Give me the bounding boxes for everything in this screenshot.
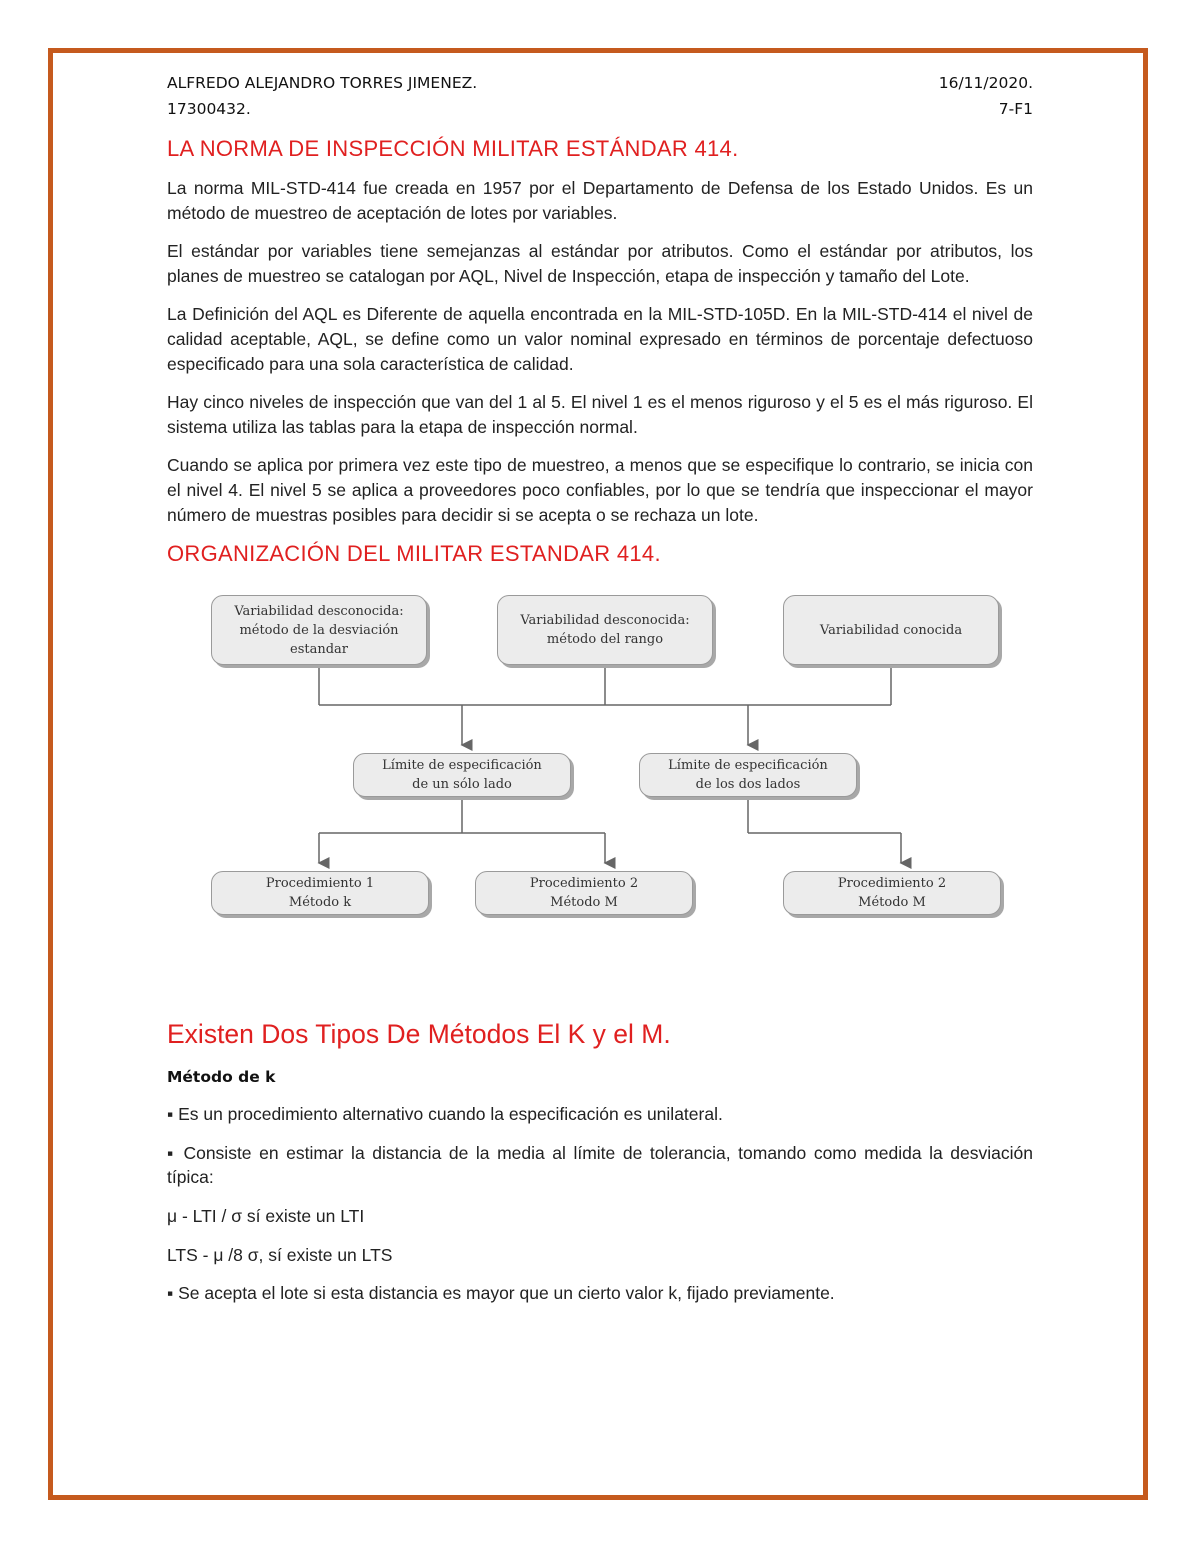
organization-diagram [167, 595, 1033, 955]
method-k-subtitle: Método de k [167, 1068, 276, 1087]
formula-lts: LTS - μ /8 σ, sí existe un LTS [167, 1244, 393, 1265]
node-un-solo-lado: Límite de especificación de un sólo lado [353, 753, 571, 797]
node-procedimiento-2-right: Procedimiento 2 Método M [783, 871, 1001, 915]
paragraph-1: La norma MIL-STD-414 fue creada en 1957 por el Departamento de Defensa de los Estado Unidos. Es un método de muestreo de aceptación de lotes por variables. [167, 178, 1033, 223]
paragraph-5: Cuando se aplica por primera vez este tipo de muestreo, a menos que se especifique lo contrario, se inicia con el nivel 4. El nivel 5 se aplica a proveedores poco confiables, por lo que se tendría que inspeccionar el mayor número de muestras posibles para decidir si se acepta o se rechaza un lote. [167, 455, 1033, 525]
header-row-2 [167, 96, 1033, 122]
document-date: 16/11/2020. [938, 74, 1033, 92]
node-variabilidad-conocida: Variabilidad conocida [783, 595, 999, 665]
method-k-item-1: ▪ Es un procedimiento alternativo cuando la especificación es unilateral. [167, 1104, 723, 1125]
method-k-item-3: ▪ Se acepta el lote si esta distancia es mayor que un cierto valor k, fijado previamente. [167, 1283, 835, 1304]
node-dos-lados: Límite de especificación de los dos lados [639, 753, 857, 797]
paragraph-4: Hay cinco niveles de inspección que van del 1 al 5. El nivel 1 es el menos riguroso y el 5 es el más riguroso. El sistema utiliza las tablas para la etapa de inspección normal. [167, 392, 1033, 437]
header-row-1 [167, 70, 1033, 96]
method-k-item-2: ▪ Consiste en estimar la distancia de la media al límite de tolerancia, tomando como medida la desviación típica: [167, 1142, 1033, 1188]
section1-title: LA NORMA DE INSPECCIÓN MILITAR ESTÁNDAR 414. [167, 136, 739, 161]
group-code: 7-F1 [998, 100, 1033, 118]
node-desviacion-estandar: Variabilidad desconocida: método de la desviación estandar [211, 595, 427, 665]
formula-lti: μ - LTI / σ sí existe un LTI [167, 1205, 365, 1226]
section2-title: ORGANIZACIÓN DEL MILITAR ESTANDAR 414. [167, 541, 661, 567]
document-body [167, 70, 1033, 1320]
node-procedimiento-1: Procedimiento 1 Método k [211, 871, 429, 915]
section3-title: Existen Dos Tipos De Métodos El K y el M. [167, 1019, 671, 1050]
paragraph-3: La Definición del AQL es Diferente de aquella encontrada en la MIL-STD-105D. En la MIL-STD-414 el nivel de calidad aceptable, AQL, se define como un valor nominal expresado en términos de porcentaje defectuoso especificado para una sola característica de calidad. [167, 304, 1033, 374]
author-name: ALFREDO ALEJANDRO TORRES JIMENEZ. [167, 74, 478, 92]
paragraph-2: El estándar por variables tiene semejanzas al estándar por atributos. Como el estándar por atributos, los planes de muestreo se catalogan por AQL, Nivel de Inspección, etapa de inspección y tamaño del Lote. [167, 241, 1033, 286]
student-id: 17300432. [167, 100, 251, 118]
node-procedimiento-2-left: Procedimiento 2 Método M [475, 871, 693, 915]
node-metodo-rango: Variabilidad desconocida: método del rango [497, 595, 713, 665]
